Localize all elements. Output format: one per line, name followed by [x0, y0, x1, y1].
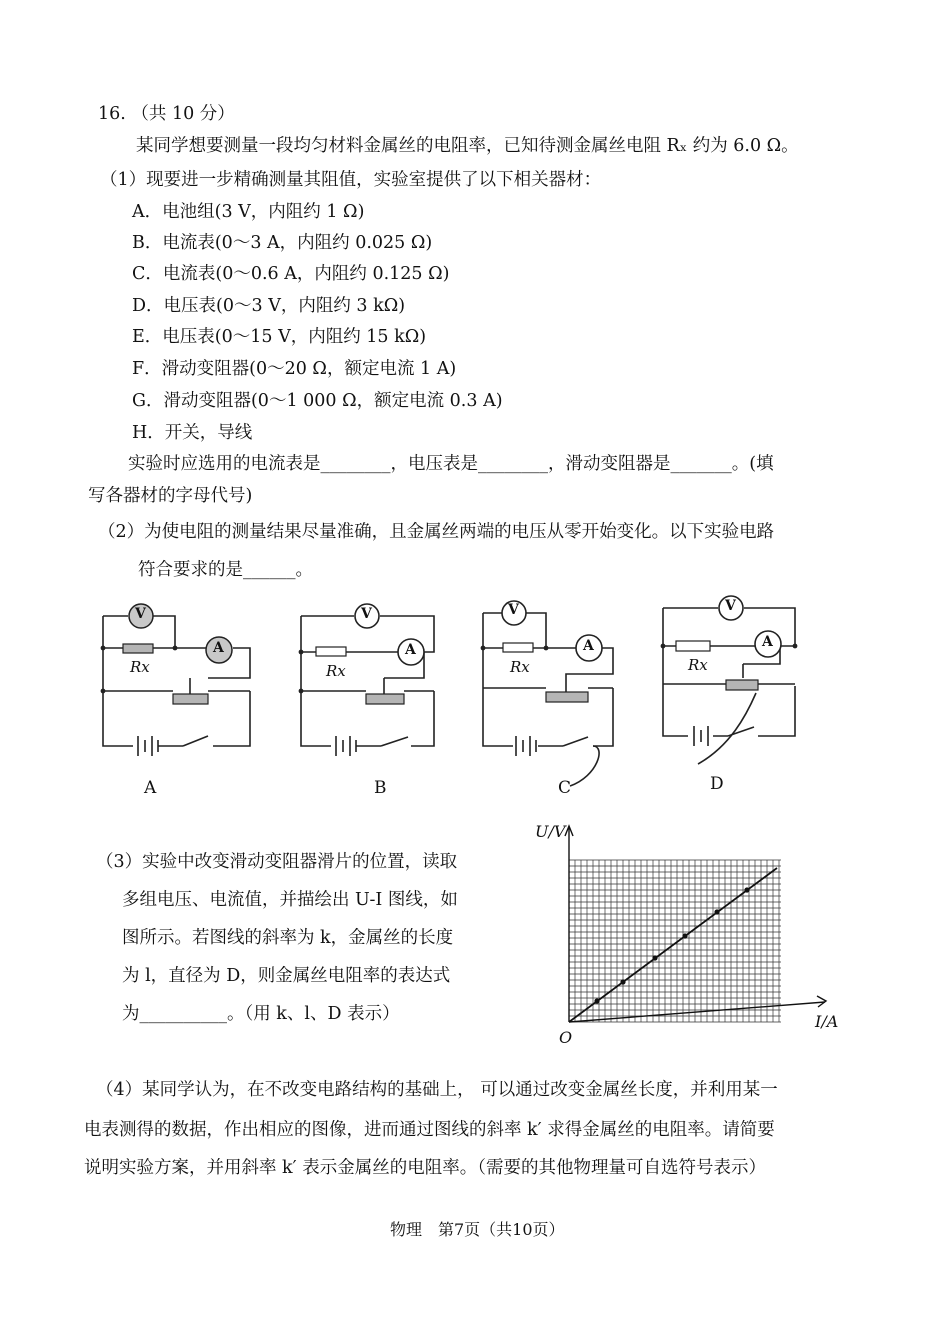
ammeter-label: A — [405, 642, 416, 658]
y-axis-label: U/V — [535, 822, 566, 841]
data-point — [594, 998, 599, 1003]
data-point — [652, 955, 657, 960]
ammeter-label: A — [213, 640, 224, 656]
part1-prompt: （1）现要进一步精确测量其阻值，实验室提供了以下相关器材： — [100, 170, 602, 190]
question-number: 16. （共 10 分） — [98, 104, 235, 124]
part2-line1: （2）为使电阻的测量结果尽量准确，且金属丝两端的电压从零开始变化。以下实验电路 — [98, 522, 775, 542]
origin-label: O — [559, 1028, 573, 1047]
data-point — [744, 887, 749, 892]
circuit-label-c: C — [558, 778, 572, 798]
circuit-label-b: B — [374, 778, 387, 798]
u-i-graph — [525, 820, 845, 1045]
option-f: F．滑动变阻器(0～20 Ω，额定电流 1 A) — [132, 359, 457, 379]
circuit-c — [478, 596, 638, 801]
part4-line3: 说明实验方案，并用斜率 k′ 表示金属丝的电阻率。（需要的其他物理量可自选符号表示） — [84, 1158, 766, 1178]
voltmeter-label: V — [725, 598, 736, 614]
data-point — [620, 979, 625, 984]
data-point — [682, 933, 687, 938]
option-g: G．滑动变阻器(0～1 000 Ω，额定电流 0.3 A) — [132, 391, 503, 411]
part2-line2: 符合要求的是______。 — [138, 560, 313, 580]
option-h: H．开关，导线 — [132, 423, 253, 443]
voltmeter-label: V — [361, 606, 372, 622]
option-e: E．电压表(0～15 V，内阻约 15 kΩ) — [132, 327, 427, 347]
question-intro: 某同学想要测量一段均匀材料金属丝的电阻率，已知待测金属丝电阻 Rₓ 约为 6.0 Ω。 — [136, 136, 799, 156]
part3-line3: 图所示。若图线的斜率为 k，金属丝的长度 — [122, 928, 454, 948]
circuit-label-a: A — [144, 778, 157, 798]
option-c: C．电流表(0～0.6 A，内阻约 0.125 Ω) — [132, 264, 450, 284]
circuit-a — [98, 596, 258, 761]
part3-line2: 多组电压、电流值，并描绘出 U-I 图线，如 — [122, 890, 458, 910]
part1-fill-line2: 写各器材的字母代号) — [88, 486, 253, 506]
resistor-label: Rx — [130, 658, 150, 676]
resistor-label: Rx — [510, 658, 530, 676]
part4-line1: （4）某同学认为，在不改变电路结构的基础上， 可以通过改变金属丝长度，并利用某一 — [96, 1080, 778, 1100]
part3-line1: （3）实验中改变滑动变阻器滑片的位置，读取 — [96, 852, 458, 872]
x-axis-arrow — [817, 996, 826, 1007]
part1-fill-line1: 实验时应选用的电流表是________，电压表是________，滑动变阻器是_______。(填 — [128, 454, 774, 474]
part4-line2: 电表测得的数据，作出相应的图像，进而通过图线的斜率 k′ 求得金属丝的电阻率。请简要 — [84, 1120, 775, 1140]
data-point — [714, 909, 719, 914]
resistor-label: Rx — [326, 662, 346, 680]
circuit-label-d: D — [710, 774, 724, 794]
voltmeter-label: V — [508, 602, 519, 618]
option-b: B．电流表(0～3 A，内阻约 0.025 Ω) — [132, 233, 433, 253]
ammeter-label: A — [762, 634, 773, 650]
option-d: D．电压表(0～3 V，内阻约 3 kΩ) — [132, 296, 406, 316]
circuit-b — [296, 596, 456, 761]
u-i-graph-svg — [525, 820, 845, 1040]
x-axis-label: I/A — [815, 1012, 839, 1031]
page-footer: 物理 第7页（共10页） — [390, 1220, 565, 1239]
circuit-d — [658, 596, 818, 791]
x-axis — [569, 1002, 825, 1022]
voltmeter-label: V — [135, 606, 146, 622]
part3-line4: 为 l，直径为 D，则金属丝电阻率的表达式 — [122, 966, 451, 986]
part3-line5: 为__________。（用 k、l、D 表示） — [122, 1004, 400, 1024]
resistor-label: Rx — [688, 656, 708, 674]
option-a: A．电池组(3 V，内阻约 1 Ω) — [132, 202, 365, 222]
ammeter-label: A — [583, 638, 594, 654]
